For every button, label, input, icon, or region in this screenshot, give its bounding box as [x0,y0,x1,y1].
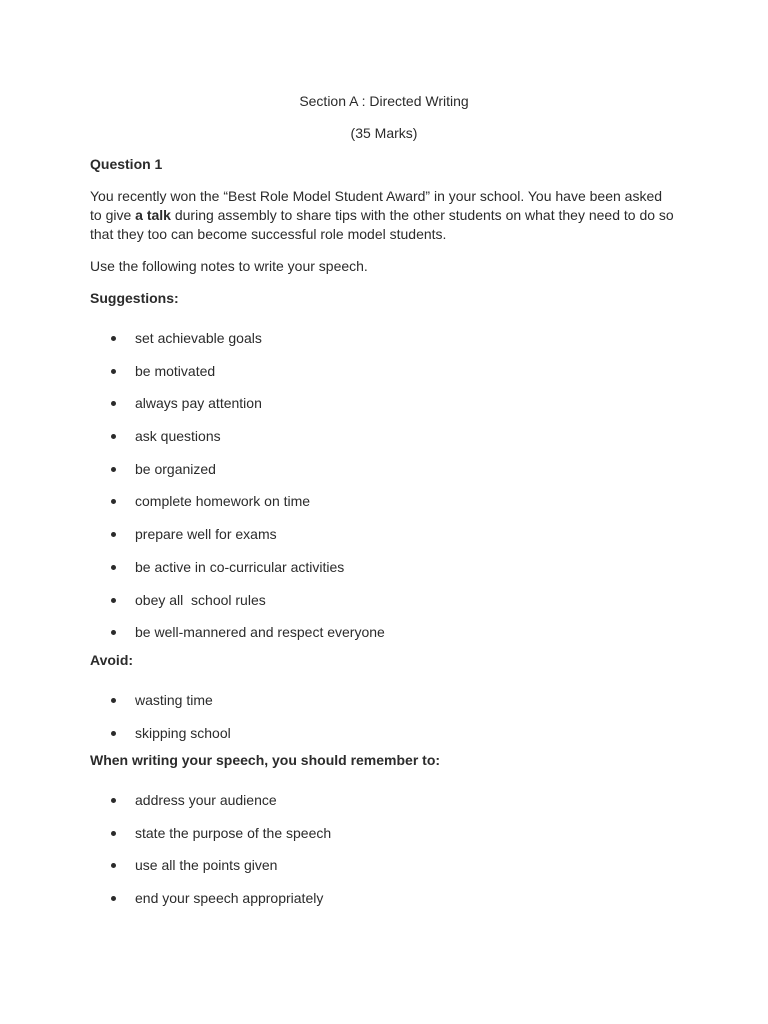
bullet-icon [111,499,116,504]
bullet-icon [111,565,116,570]
bullet-icon [111,598,116,603]
document-page: Section A : Directed Writing (35 Marks) Question 1 You recently won the “Best Role Model Student Award” in your school. You have been asked to give a talk during assembly to share tips with the other students on what they need to do so that they too can become successful role model students. Use the following notes to write your speech. Suggestions: set achievable goals be motivated always pay attention ask questions be organized complete homework on time prepare well for exams be active in co-curricular activities obey all school rules be well-mannered and respect everyone Avoid: wasting time skipping school When writing your speech, you should remember to: address your audience state the purpose of the speech use all the points given end your speech appropriately [0,0,768,1024]
marks-label: (35 Marks) [350,125,418,141]
bullet-icon [111,731,116,736]
bullet-icon [111,630,116,635]
question-heading: Question 1 [90,156,163,172]
bullet-icon [111,467,116,472]
bullet-icon [111,434,116,439]
bullet-icon [111,831,116,836]
bullet-icon [111,863,116,868]
bullet-icon [111,896,116,901]
bullet-icon [111,369,116,374]
bullet-icon [111,336,116,341]
section-title: Section A : Directed Writing [299,93,469,109]
avoid-heading: Avoid: [90,652,134,668]
intro-bold-phrase: a talk [135,207,171,223]
intro-paragraph [90,187,675,244]
bullet-icon [111,698,116,703]
intro-text-part2: during assembly to share tips with the other students on what they need to do so that they too can become successful role model students. [90,207,674,242]
bullet-icon [111,798,116,803]
bullet-icon [111,401,116,406]
suggestions-heading: Suggestions: [90,290,179,306]
instruction-text: Use the following notes to write your speech. [90,258,368,274]
bullet-icon [111,532,116,537]
intro-text-part1: You recently won the “Best Role Model Student Award” in your school. You have been asked to give [90,188,663,223]
remember-heading: When writing your speech, you should remember to: [90,752,441,768]
